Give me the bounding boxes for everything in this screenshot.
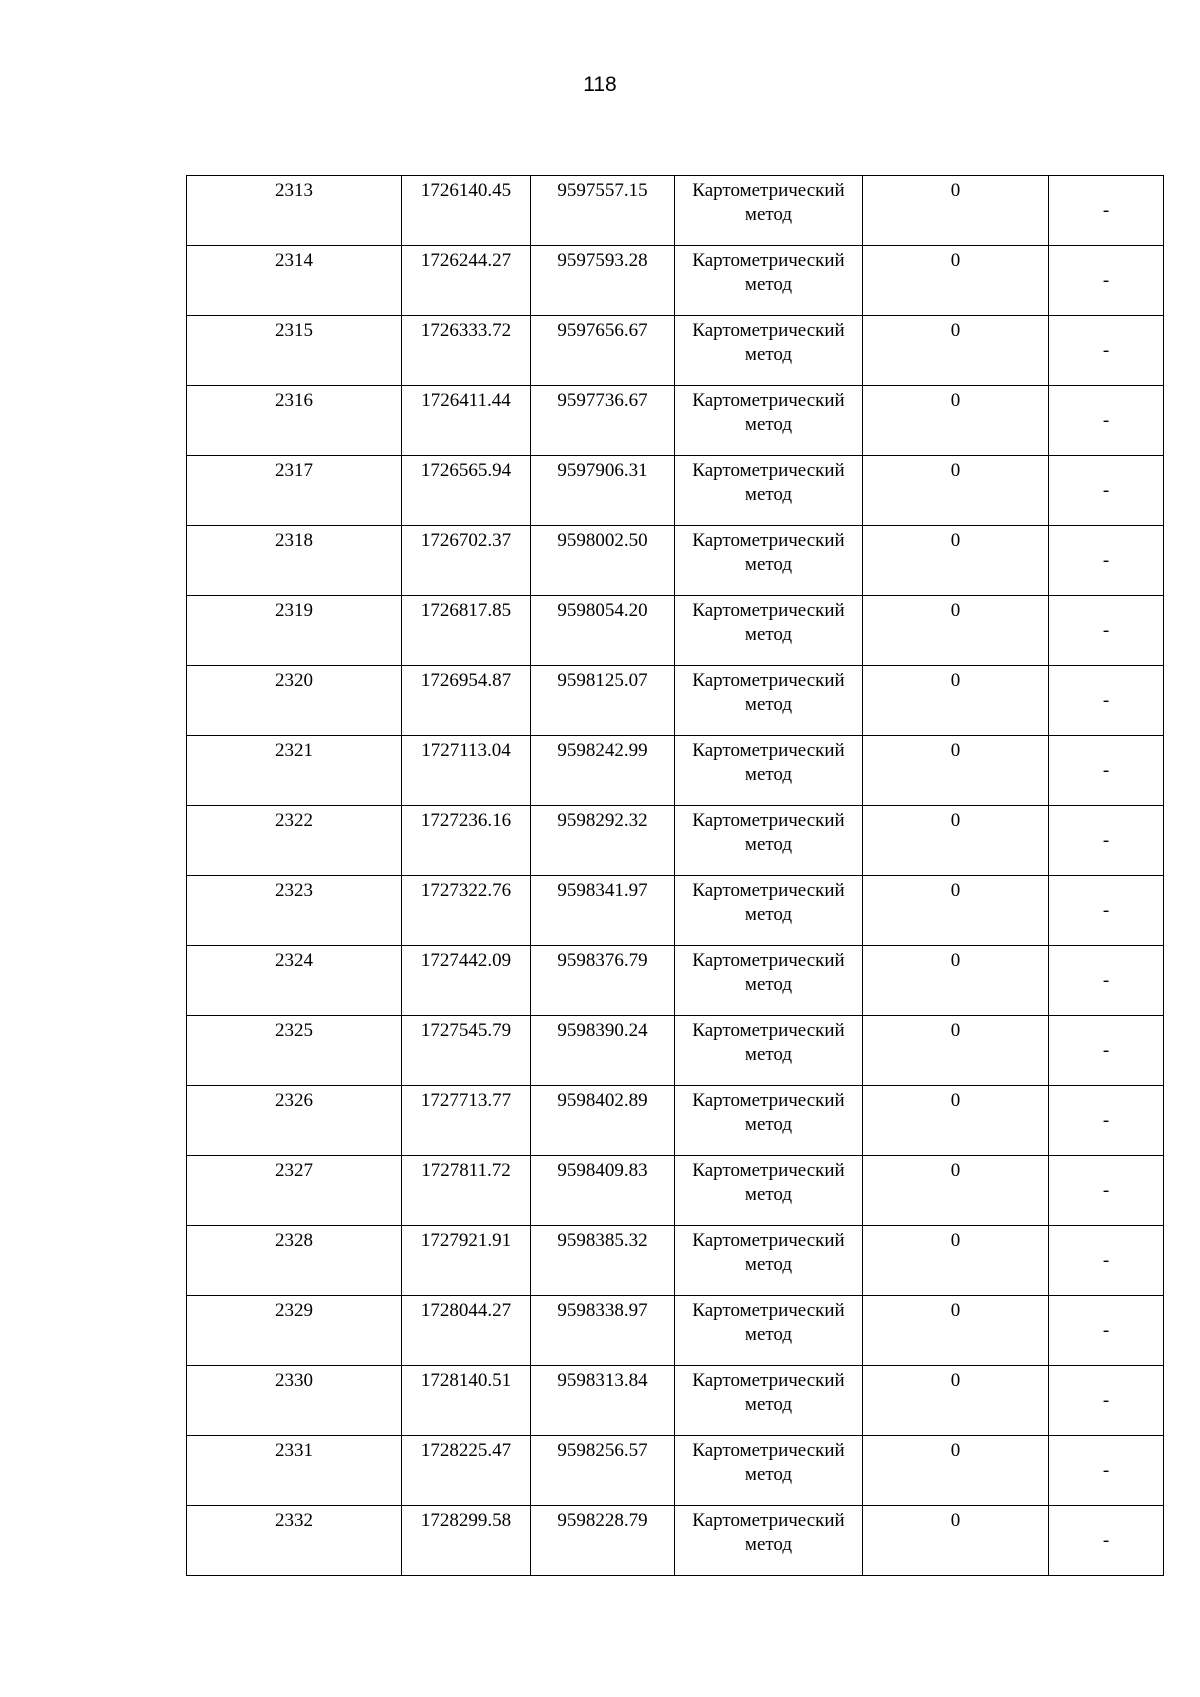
error-cell (863, 1296, 1049, 1366)
x-coordinate-cell (402, 876, 531, 946)
error-cell (863, 666, 1049, 736)
method-cell (675, 526, 863, 596)
y-coordinate-cell-text: 9597557.15 (557, 180, 648, 201)
y-coordinate-cell-text: 9598385.32 (557, 1230, 648, 1251)
error-cell-text: 0 (950, 320, 961, 341)
point-number-cell (187, 1506, 402, 1576)
y-coordinate-cell (531, 1016, 675, 1086)
point-number-cell (187, 386, 402, 456)
point-number-cell (187, 316, 402, 386)
x-coordinate-cell (402, 316, 531, 386)
note-cell (1049, 526, 1164, 596)
error-cell (863, 1366, 1049, 1436)
y-coordinate-cell-text: 9598390.24 (557, 1020, 648, 1041)
x-coordinate-cell (402, 246, 531, 316)
note-cell (1049, 806, 1164, 876)
error-cell-text: 0 (950, 250, 961, 271)
point-number-cell (187, 1086, 402, 1156)
error-cell-text: 0 (950, 740, 961, 761)
point-number-cell (187, 596, 402, 666)
error-cell (863, 386, 1049, 456)
method-cell-text: Картометрический метод (692, 1510, 845, 1555)
error-cell-text: 0 (950, 1300, 961, 1321)
error-cell-text: 0 (950, 530, 961, 551)
note-cell (1049, 1366, 1164, 1436)
x-coordinate-cell-text: 1726140.45 (420, 180, 512, 201)
x-coordinate-cell-text: 1726565.94 (420, 460, 512, 481)
error-cell-text: 0 (950, 1440, 961, 1461)
point-number-cell-text: 2320 (275, 670, 313, 691)
page-number: 118 (583, 73, 617, 96)
method-cell-text: Картометрический метод (692, 250, 845, 295)
error-cell-text: 0 (950, 950, 961, 971)
point-number-cell-text: 2322 (275, 810, 313, 831)
method-cell (675, 176, 863, 246)
table-row (187, 456, 1164, 526)
error-cell (863, 1506, 1049, 1576)
method-cell (675, 386, 863, 456)
method-cell-text: Картометрический метод (692, 530, 845, 575)
method-cell (675, 316, 863, 386)
coordinates-table-body (187, 176, 1164, 1576)
y-coordinate-cell (531, 1506, 675, 1576)
x-coordinate-cell (402, 946, 531, 1016)
method-cell-text: Картометрический метод (692, 1020, 845, 1065)
y-coordinate-cell (531, 1436, 675, 1506)
method-cell (675, 1156, 863, 1226)
error-cell (863, 596, 1049, 666)
x-coordinate-cell (402, 596, 531, 666)
method-cell (675, 1086, 863, 1156)
x-coordinate-cell (402, 736, 531, 806)
point-number-cell (187, 526, 402, 596)
point-number-cell-text: 2323 (275, 880, 313, 901)
point-number-cell (187, 1366, 402, 1436)
method-cell-text: Картометрический метод (692, 600, 845, 645)
note-cell-text: - (1102, 1179, 1110, 1201)
point-number-cell (187, 1226, 402, 1296)
error-cell (863, 526, 1049, 596)
note-cell-text: - (1102, 1459, 1110, 1481)
method-cell-text: Картометрический метод (692, 1440, 845, 1485)
method-cell-text: Картометрический метод (692, 880, 845, 925)
method-cell-text: Картометрический метод (692, 460, 845, 505)
y-coordinate-cell-text: 9598125.07 (557, 670, 648, 691)
point-number-cell-text: 2314 (275, 250, 313, 271)
error-cell (863, 176, 1049, 246)
table-row (187, 1506, 1164, 1576)
y-coordinate-cell-text: 9598338.97 (557, 1300, 648, 1321)
x-coordinate-cell-text: 1728044.27 (420, 1300, 512, 1321)
note-cell-text: - (1102, 829, 1110, 851)
point-number-cell (187, 736, 402, 806)
note-cell (1049, 596, 1164, 666)
x-coordinate-cell (402, 526, 531, 596)
error-cell (863, 1016, 1049, 1086)
x-coordinate-cell (402, 386, 531, 456)
table-row (187, 1086, 1164, 1156)
point-number-cell (187, 456, 402, 526)
table-row (187, 176, 1164, 246)
x-coordinate-cell-text: 1728299.58 (420, 1510, 512, 1531)
x-coordinate-cell-text: 1726702.37 (420, 530, 512, 551)
y-coordinate-cell (531, 736, 675, 806)
y-coordinate-cell-text: 9598402.89 (557, 1090, 648, 1111)
point-number-cell-text: 2331 (275, 1440, 313, 1461)
point-number-cell-text: 2328 (275, 1230, 313, 1251)
error-cell-text: 0 (950, 880, 961, 901)
method-cell (675, 1296, 863, 1366)
note-cell (1049, 386, 1164, 456)
point-number-cell-text: 2330 (275, 1370, 313, 1391)
error-cell-text: 0 (950, 600, 961, 621)
table-row (187, 1226, 1164, 1296)
error-cell (863, 1086, 1049, 1156)
y-coordinate-cell (531, 526, 675, 596)
point-number-cell (187, 806, 402, 876)
table-row (187, 596, 1164, 666)
table-row (187, 946, 1164, 1016)
table-row (187, 1296, 1164, 1366)
y-coordinate-cell-text: 9597736.67 (557, 390, 648, 411)
x-coordinate-cell (402, 1086, 531, 1156)
x-coordinate-cell-text: 1726244.27 (420, 250, 512, 271)
note-cell-text: - (1102, 969, 1110, 991)
table-row (187, 666, 1164, 736)
method-cell (675, 456, 863, 526)
method-cell (675, 806, 863, 876)
error-cell (863, 1436, 1049, 1506)
y-coordinate-cell-text: 9598242.99 (557, 740, 648, 761)
y-coordinate-cell (531, 386, 675, 456)
note-cell-text: - (1102, 1109, 1110, 1131)
point-number-cell (187, 1436, 402, 1506)
error-cell-text: 0 (950, 180, 961, 201)
note-cell-text: - (1102, 619, 1110, 641)
method-cell-text: Картометрический метод (692, 950, 845, 995)
x-coordinate-cell-text: 1727322.76 (420, 880, 512, 901)
method-cell-text: Картометрический метод (692, 180, 845, 225)
x-coordinate-cell-text: 1727545.79 (420, 1020, 512, 1041)
y-coordinate-cell-text: 9598313.84 (557, 1370, 648, 1391)
y-coordinate-cell-text: 9597656.67 (557, 320, 648, 341)
table-row (187, 736, 1164, 806)
point-number-cell-text: 2327 (275, 1160, 313, 1181)
x-coordinate-cell (402, 456, 531, 526)
y-coordinate-cell (531, 246, 675, 316)
method-cell (675, 1016, 863, 1086)
error-cell (863, 946, 1049, 1016)
error-cell-text: 0 (950, 390, 961, 411)
y-coordinate-cell (531, 316, 675, 386)
method-cell-text: Картометрический метод (692, 1160, 845, 1205)
y-coordinate-cell (531, 1156, 675, 1226)
note-cell-text: - (1102, 199, 1110, 221)
error-cell (863, 806, 1049, 876)
x-coordinate-cell-text: 1727921.91 (420, 1230, 512, 1251)
error-cell (863, 246, 1049, 316)
note-cell-text: - (1102, 549, 1110, 571)
error-cell-text: 0 (950, 670, 961, 691)
note-cell (1049, 1296, 1164, 1366)
point-number-cell-text: 2319 (275, 600, 313, 621)
method-cell (675, 596, 863, 666)
x-coordinate-cell (402, 1296, 531, 1366)
error-cell-text: 0 (950, 1230, 961, 1251)
table-row (187, 316, 1164, 386)
point-number-cell (187, 876, 402, 946)
error-cell-text: 0 (950, 810, 961, 831)
y-coordinate-cell-text: 9598054.20 (557, 600, 648, 621)
y-coordinate-cell (531, 1226, 675, 1296)
note-cell (1049, 246, 1164, 316)
x-coordinate-cell-text: 1727113.04 (421, 740, 511, 761)
table-row (187, 526, 1164, 596)
method-cell (675, 666, 863, 736)
x-coordinate-cell (402, 1366, 531, 1436)
point-number-cell (187, 1296, 402, 1366)
note-cell-text: - (1102, 689, 1110, 711)
x-coordinate-cell (402, 806, 531, 876)
method-cell-text: Картометрический метод (692, 670, 845, 715)
method-cell (675, 736, 863, 806)
note-cell (1049, 1156, 1164, 1226)
table-row (187, 1366, 1164, 1436)
method-cell-text: Картометрический метод (692, 1090, 845, 1135)
y-coordinate-cell-text: 9598292.32 (557, 810, 648, 831)
point-number-cell-text: 2325 (275, 1020, 313, 1041)
method-cell (675, 1366, 863, 1436)
method-cell (675, 946, 863, 1016)
point-number-cell-text: 2315 (275, 320, 313, 341)
method-cell (675, 876, 863, 946)
method-cell-text: Картометрический метод (692, 740, 845, 785)
x-coordinate-cell (402, 1506, 531, 1576)
point-number-cell (187, 176, 402, 246)
x-coordinate-cell-text: 1728140.51 (420, 1370, 512, 1391)
point-number-cell (187, 246, 402, 316)
note-cell-text: - (1102, 1389, 1110, 1411)
point-number-cell (187, 666, 402, 736)
x-coordinate-cell (402, 1226, 531, 1296)
table-row (187, 246, 1164, 316)
y-coordinate-cell-text: 9597906.31 (557, 460, 648, 481)
x-coordinate-cell-text: 1726333.72 (420, 320, 512, 341)
method-cell (675, 1436, 863, 1506)
x-coordinate-cell-text: 1727811.72 (421, 1160, 511, 1181)
point-number-cell-text: 2321 (275, 740, 313, 761)
point-number-cell-text: 2318 (275, 530, 313, 551)
method-cell-text: Картометрический метод (692, 1300, 845, 1345)
error-cell-text: 0 (950, 1020, 961, 1041)
x-coordinate-cell (402, 176, 531, 246)
note-cell-text: - (1102, 269, 1110, 291)
table-row (187, 1016, 1164, 1086)
y-coordinate-cell-text: 9598409.83 (557, 1160, 648, 1181)
note-cell (1049, 316, 1164, 386)
note-cell-text: - (1102, 339, 1110, 361)
note-cell-text: - (1102, 1319, 1110, 1341)
y-coordinate-cell (531, 1086, 675, 1156)
point-number-cell-text: 2324 (275, 950, 313, 971)
point-number-cell-text: 2316 (275, 390, 313, 411)
x-coordinate-cell-text: 1727713.77 (420, 1090, 512, 1111)
note-cell-text: - (1102, 479, 1110, 501)
x-coordinate-cell (402, 666, 531, 736)
error-cell-text: 0 (950, 1160, 961, 1181)
note-cell-text: - (1102, 409, 1110, 431)
error-cell (863, 1156, 1049, 1226)
note-cell (1049, 1226, 1164, 1296)
method-cell (675, 1506, 863, 1576)
x-coordinate-cell (402, 1436, 531, 1506)
note-cell (1049, 1016, 1164, 1086)
note-cell (1049, 176, 1164, 246)
note-cell-text: - (1102, 899, 1110, 921)
table-row (187, 876, 1164, 946)
y-coordinate-cell-text: 9598002.50 (557, 530, 648, 551)
point-number-cell-text: 2332 (275, 1510, 313, 1531)
point-number-cell-text: 2317 (275, 460, 313, 481)
y-coordinate-cell-text: 9598341.97 (557, 880, 648, 901)
y-coordinate-cell (531, 596, 675, 666)
y-coordinate-cell (531, 666, 675, 736)
y-coordinate-cell (531, 806, 675, 876)
x-coordinate-cell-text: 1727442.09 (420, 950, 512, 971)
note-cell-text: - (1102, 1529, 1110, 1551)
note-cell (1049, 1506, 1164, 1576)
x-coordinate-cell-text: 1726817.85 (420, 600, 512, 621)
error-cell (863, 736, 1049, 806)
method-cell-text: Картометрический метод (692, 1230, 845, 1275)
y-coordinate-cell (531, 1366, 675, 1436)
coordinates-table (186, 175, 1164, 1576)
point-number-cell-text: 2326 (275, 1090, 313, 1111)
y-coordinate-cell (531, 176, 675, 246)
note-cell (1049, 456, 1164, 526)
error-cell (863, 456, 1049, 526)
note-cell (1049, 1436, 1164, 1506)
method-cell-text: Картометрический метод (692, 810, 845, 855)
note-cell (1049, 946, 1164, 1016)
error-cell-text: 0 (950, 1090, 961, 1111)
point-number-cell-text: 2313 (275, 180, 313, 201)
error-cell-text: 0 (950, 1510, 961, 1531)
table-row (187, 1436, 1164, 1506)
y-coordinate-cell (531, 456, 675, 526)
y-coordinate-cell-text: 9598256.57 (557, 1440, 648, 1461)
error-cell-text: 0 (950, 1370, 961, 1391)
error-cell (863, 876, 1049, 946)
method-cell (675, 1226, 863, 1296)
point-number-cell (187, 1016, 402, 1086)
note-cell (1049, 666, 1164, 736)
x-coordinate-cell-text: 1726954.87 (420, 670, 512, 691)
y-coordinate-cell (531, 1296, 675, 1366)
x-coordinate-cell (402, 1016, 531, 1086)
x-coordinate-cell-text: 1726411.44 (421, 390, 511, 411)
y-coordinate-cell (531, 946, 675, 1016)
x-coordinate-cell (402, 1156, 531, 1226)
error-cell (863, 316, 1049, 386)
point-number-cell (187, 1156, 402, 1226)
method-cell-text: Картометрический метод (692, 320, 845, 365)
method-cell-text: Картометрический метод (692, 390, 845, 435)
note-cell-text: - (1102, 1249, 1110, 1271)
y-coordinate-cell (531, 876, 675, 946)
note-cell-text: - (1102, 1039, 1110, 1061)
note-cell (1049, 736, 1164, 806)
y-coordinate-cell-text: 9598376.79 (557, 950, 648, 971)
method-cell-text: Картометрический метод (692, 1370, 845, 1415)
note-cell (1049, 1086, 1164, 1156)
y-coordinate-cell-text: 9598228.79 (557, 1510, 648, 1531)
table-row (187, 1156, 1164, 1226)
error-cell (863, 1226, 1049, 1296)
x-coordinate-cell-text: 1728225.47 (420, 1440, 512, 1461)
note-cell (1049, 876, 1164, 946)
error-cell-text: 0 (950, 460, 961, 481)
y-coordinate-cell-text: 9597593.28 (557, 250, 648, 271)
point-number-cell-text: 2329 (275, 1300, 313, 1321)
table-row (187, 386, 1164, 456)
x-coordinate-cell-text: 1727236.16 (420, 810, 512, 831)
method-cell (675, 246, 863, 316)
table-row (187, 806, 1164, 876)
point-number-cell (187, 946, 402, 1016)
note-cell-text: - (1102, 759, 1110, 781)
